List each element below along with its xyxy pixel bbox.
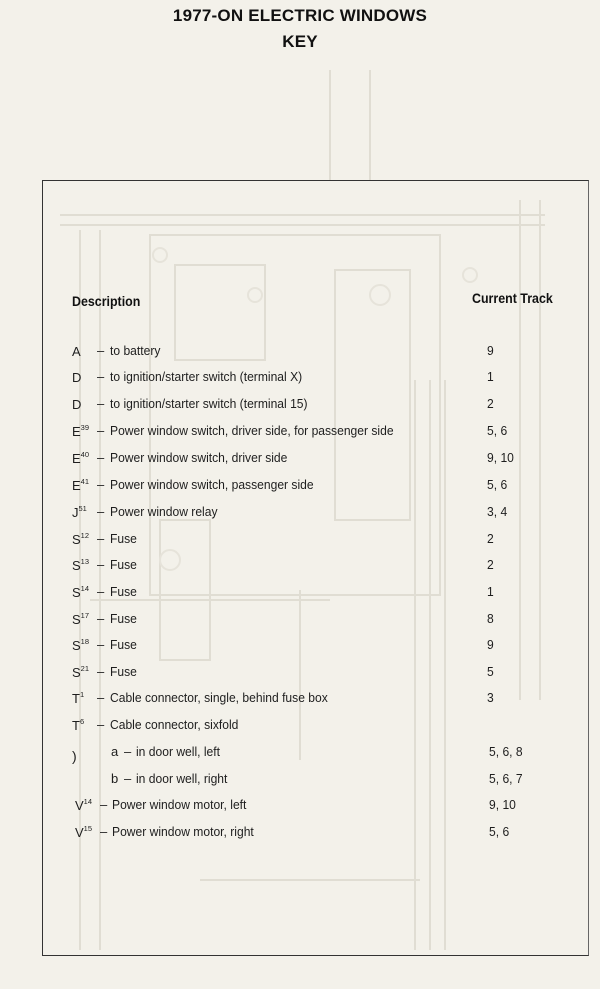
current-track: 5: [487, 664, 494, 679]
key-row: [0, 343, 600, 363]
dash: –: [100, 797, 108, 812]
key-row: [0, 637, 600, 657]
component-code: $V^{15}$: [75, 824, 93, 840]
dash: –: [97, 450, 105, 465]
component-description: Power window motor, right: [112, 824, 254, 839]
component-code: $S^{14}$: [72, 584, 90, 600]
dash: –: [97, 396, 105, 411]
dash: –: [97, 531, 105, 546]
component-code: D: [72, 397, 82, 412]
component-description: Fuse: [110, 531, 137, 546]
current-track: 9: [487, 637, 494, 652]
key-row: [0, 504, 600, 524]
current-track-column-header: Current Track: [472, 291, 553, 306]
current-track: 8: [487, 611, 494, 626]
component-description: Fuse: [110, 557, 137, 572]
current-track: 1: [487, 369, 494, 384]
component-description: Fuse: [110, 664, 137, 679]
key-row: [0, 396, 600, 416]
component-code: D: [72, 370, 82, 385]
current-track: 5, 6: [487, 423, 508, 438]
dash: –: [97, 369, 105, 384]
key-row: [0, 423, 600, 443]
key-row: [0, 369, 600, 389]
dash: –: [97, 611, 105, 626]
component-code: $J^{51}$: [72, 504, 87, 520]
sub-key-row: [0, 771, 600, 791]
component-description: in door well, right: [136, 771, 228, 786]
component-description: to ignition/starter switch (terminal X): [110, 369, 303, 384]
component-code: $E^{40}$: [72, 450, 90, 466]
component-description: Fuse: [110, 584, 137, 599]
key-row: [0, 611, 600, 631]
component-description: Fuse: [110, 637, 137, 652]
dash: –: [97, 717, 105, 732]
key-row: [0, 690, 600, 710]
component-description: Power window switch, driver side: [110, 450, 288, 465]
sub-entry-letter: b: [111, 771, 119, 786]
component-code: $S^{17}$: [72, 611, 90, 627]
component-code: $S^{12}$: [72, 531, 90, 547]
key-row: [0, 797, 600, 817]
bracket: ): [72, 748, 77, 764]
description-column-header: Description: [72, 294, 141, 309]
component-code: $S^{21}$: [72, 664, 90, 680]
component-description: Cable connector, single, behind fuse box: [110, 690, 328, 705]
current-track: 9, 10: [487, 450, 514, 465]
component-description: in door well, left: [136, 744, 221, 759]
dash: –: [97, 637, 105, 652]
dash: –: [100, 824, 108, 839]
key-row: [0, 450, 600, 470]
dash: –: [97, 690, 105, 705]
current-track: 9, 10: [489, 797, 516, 812]
component-code: $T^6$: [72, 717, 85, 733]
current-track: 1: [487, 584, 494, 599]
component-description: to battery: [110, 343, 161, 358]
component-description: Power window switch, passenger side: [110, 477, 314, 492]
current-track: 3: [487, 690, 494, 705]
component-code: $E^{39}$: [72, 423, 90, 439]
key-row: [0, 477, 600, 497]
component-code: $S^{13}$: [72, 557, 90, 573]
current-track: 5, 6: [489, 824, 510, 839]
current-track: 2: [487, 557, 494, 572]
dash: –: [97, 423, 105, 438]
dash: –: [124, 771, 132, 786]
component-code: $V^{14}$: [75, 797, 93, 813]
dash: –: [97, 664, 105, 679]
current-track: 5, 6, 8: [489, 744, 523, 759]
key-row: [0, 717, 600, 737]
sub-key-row: [0, 744, 600, 764]
dash: –: [124, 744, 132, 759]
component-description: Power window motor, left: [112, 797, 247, 812]
page-subtitle: KEY: [282, 32, 318, 51]
component-description: Fuse: [110, 611, 137, 626]
component-code: $E^{41}$: [72, 477, 90, 493]
key-row: [0, 824, 600, 844]
component-description: Power window switch, driver side, for passenger side: [110, 423, 394, 438]
dash: –: [97, 504, 105, 519]
current-track: 5, 6: [487, 477, 508, 492]
component-code: $T^1$: [72, 690, 85, 706]
current-track: 5, 6, 7: [489, 771, 523, 786]
sub-entry-letter: a: [111, 744, 119, 759]
dash: –: [97, 343, 105, 358]
current-track: 2: [487, 396, 494, 411]
key-row: [0, 584, 600, 604]
component-description: to ignition/starter switch (terminal 15): [110, 396, 308, 411]
current-track: 2: [487, 531, 494, 546]
current-track: 9: [487, 343, 494, 358]
page-title: 1977-ON ELECTRIC WINDOWS: [172, 6, 428, 25]
component-code: A: [72, 344, 81, 359]
current-track: 3, 4: [487, 504, 508, 519]
key-row: [0, 664, 600, 684]
component-description: Cable connector, sixfold: [110, 717, 239, 732]
dash: –: [97, 557, 105, 572]
component-description: Power window relay: [110, 504, 218, 519]
key-row: [0, 557, 600, 577]
key-row: [0, 531, 600, 551]
dash: –: [97, 584, 105, 599]
component-code: $S^{18}$: [72, 637, 90, 653]
dash: –: [97, 477, 105, 492]
